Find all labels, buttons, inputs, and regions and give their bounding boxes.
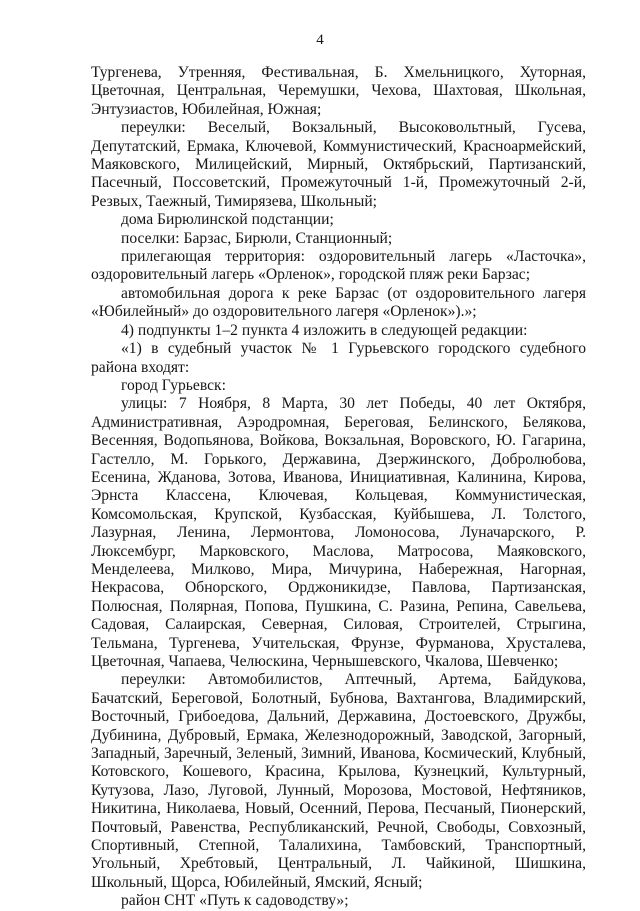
paragraph-snt-area: район СНТ «Путь к садоводству»; (121, 892, 349, 910)
paragraph-substation-houses: дома Бирюлинской подстанции; (121, 211, 334, 229)
paragraph-lanes-district-3: переулки: Веселый, Вокзальный, Высоковольтный, Гусева, Депутатский, Ермака, Ключевой, Коммунистический, Красноармейский, Маяковского, Милицейский, Мирный, Октябрьский, Партизанский, Пасечный, Поссоветский, Промежуточный 1-й, Промежуточный 2-й, Резвых, Таежный, Тимирязева, Школьный; (91, 119, 586, 210)
paragraph-district-1-intro: «1) в судебный участок № 1 Гурьевского городского судебного района входят: (91, 340, 586, 376)
paragraph-highway: автомобильная дорога к реке Барзас (от оздоровительного лагеря «Юбилейный» до оздоровительного лагеря «Орленок»).»; (91, 284, 586, 321)
paragraph-streets-continued: Тургенева, Утренняя, Фестивальная, Б. Хмельницкого, Хуторная, Цветочная, Центральная, Черемушки, Чехова, Шахтовая, Школьная, Энтузиастов, Юбилейная, Южная; (91, 64, 586, 118)
paragraph-streets-district-1: улицы: 7 Ноября, 8 Марта, 30 лет Победы, 40 лет Октября, Административная, Аэродромная, Береговая, Белинского, Белякова, Весенняя, Водопьянова, Войкова, Вокзальная, Воровского, Ю. Гагарина, Гастелло, М. Горького, Державина, Дзержинского, Добролюбова, Есенина, Жданова, Зотова, Иванова, Инициативная, Калинина, Кирова, Эрнста Классена, Ключевая, Кольцевая, Коммунистическая, Комсомольская, Крупской, Кузбасская, Куйбышева, Л. Толстого, Лазурная, Ленина, Лермонтова, Ломоносова, Луначарского, Р. Люксембург, Марковского, Маслова, Матросова, Маяковского, Менделеева, Милково, Мира, Мичурина, Набережная, Нагорная, Некрасова, Обнорского, Орджоникидзе, Павлова, Партизанская, Полюсная, Полярная, Попова, Пушкина, С. Разина, Репина, Савельева, Садовая, Салаирская, Северная, Силовая, Строителей, Стрыгина, Тельмана, Тургенева, Учительская, Фрунзе, Фурманова, Хрусталева, Цветочная, Чапаева, Челюскина, Чернышевского, Чкалова, Шевченко; (91, 395, 586, 670)
paragraph-lanes-district-1: переулки: Автомобилистов, Аптечный, Артема, Байдукова, Бачатский, Береговой, Болотный, Бубнова, Вахтангова, Владимирский, Восточный, Грибоедова, Дальний, Державина, Достоевского, Дружбы, Дубинина, Дубровый, Ермака, Железнодорожный, Заводской, Загорный, Западный, Заречный, Зеленый, Зимний, Иванова, Космический, Клубный, Котовского, Кошевого, Красина, Крылова, Кузнецкий, Культурный, Кутузова, Лазо, Луговой, Лунный, Морозова, Мостовой, Нефтяников, Никитина, Николаева, Новый, Осенний, Перова, Песчаный, Пионерский, Почтовый, Равенства, Республиканский, Речной, Свободы, Совхозный, Спортивный, Степной, Талалихина, Тамбовский, Транспортный, Угольный, Хребтовый, Центральный, Л. Чайкиной, Шишкина, Школьный, Щорса, Юбилейный, Ямский, Ясный; (91, 671, 586, 891)
paragraph-amendment-4: 4) подпункты 1–2 пункта 4 изложить в следующей редакции: (121, 321, 528, 339)
paragraph-city: город Гурьевск: (121, 376, 226, 394)
paragraph-adjacent-territory: прилегающая территория: оздоровительный лагерь «Ласточка», оздоровительный лагерь «Орленок», городской пляж реки Барзас; (91, 248, 586, 284)
paragraph-settlements: поселки: Барзас, Бирюли, Станционный; (121, 229, 393, 247)
document-body (91, 64, 586, 911)
page-number: 4 (316, 32, 324, 48)
